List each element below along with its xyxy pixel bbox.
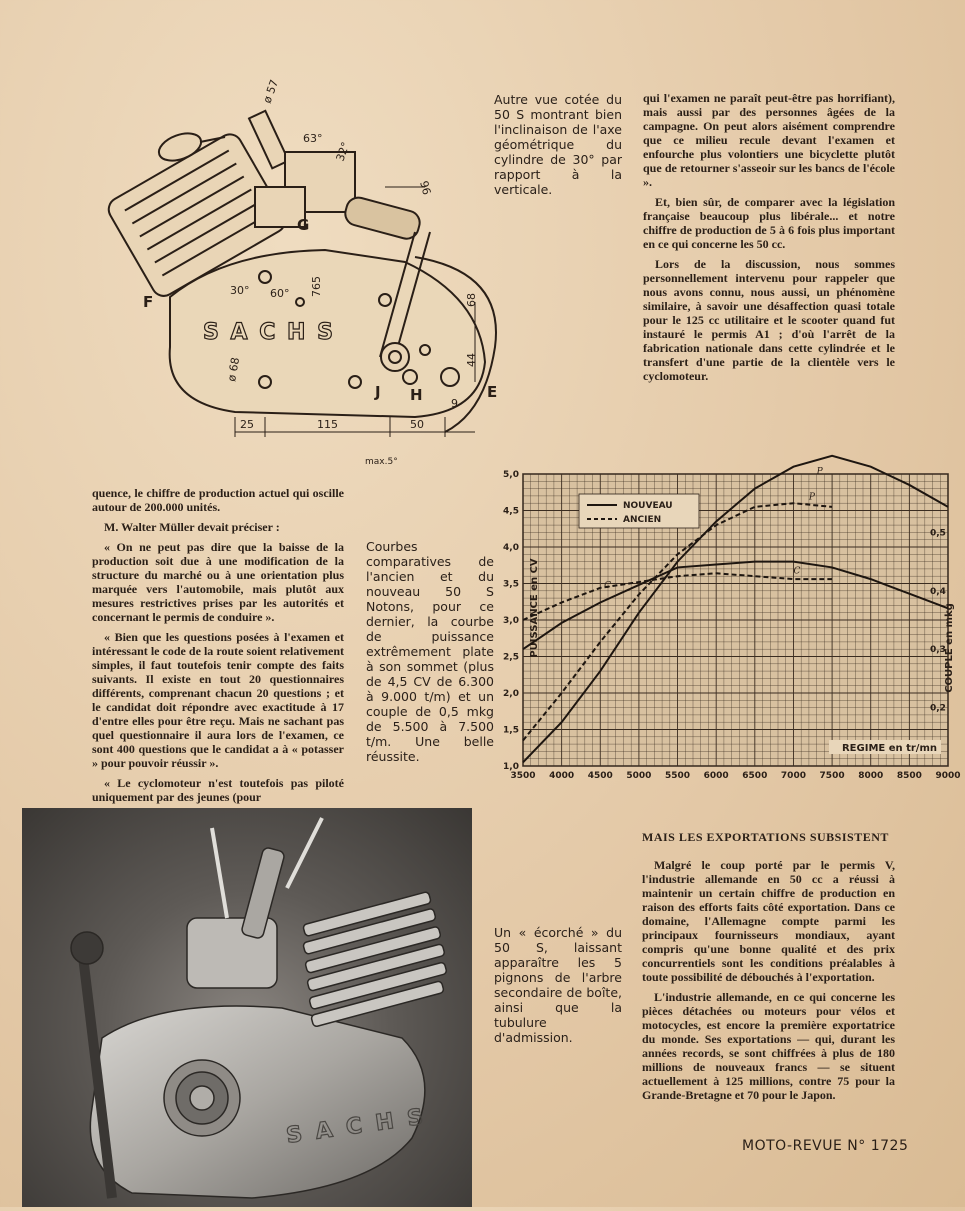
y-left-tick-label: 1,0 (503, 762, 519, 772)
label-g: G (297, 216, 310, 234)
x-tick-label: 7000 (780, 771, 806, 781)
x-tick-label: 5500 (665, 771, 691, 781)
label-e: E (487, 383, 498, 401)
dim-label: 25 (240, 418, 254, 431)
x-tick-label: 8000 (858, 771, 884, 781)
column-left-mid (92, 486, 344, 810)
y-left-tick-label: 1,5 (503, 725, 519, 736)
legend-label-nouveau: NOUVEAU (623, 501, 673, 511)
y-left-tick-label: 4,5 (503, 506, 519, 517)
engine-drawing (85, 77, 505, 472)
engine-drawing-svg (85, 77, 505, 472)
caption-photo (494, 925, 622, 1045)
dim-label: 63° (303, 132, 323, 145)
y-left-axis-label: PUISSANCE en CV (529, 558, 540, 658)
engine-photo (22, 808, 472, 1207)
x-tick-label: 5000 (626, 771, 652, 781)
footer-text: MOTO-REVUE N° 1725 (742, 1138, 909, 1154)
x-tick-label: 8500 (896, 771, 922, 781)
x-tick-label: 6000 (703, 771, 729, 781)
caption-chart-text: Courbes comparatives de l'ancien et du nouveau 50 S Notons, pour ce dernier, la courbe de puissance extrêmement plate à son sommet (plus de 4,5 CV de 6.300 à 9.000 t/m) et un couple de 0,5 mkg de 5.500 à 7.500 t/m. Une belle réussite. (366, 539, 494, 764)
paragraph: L'industrie allemande, en ce qui concerne les pièces détachées ou moteurs pour vélos et motocycles, est encore la première exportatrice du monde. Ses exportations — qui, durant les années records, se sont chiffrées à plus de 180 millions de nouveaux francs — se situent actuellement à 125 millions, contre 75 pour la Grande-Bretagne et 70 pour le Japon. (642, 990, 895, 1102)
dim-label: 765 (310, 276, 323, 297)
dim-label: 60° (270, 287, 290, 300)
sachs-logo-photo: S A C H S (284, 1104, 428, 1149)
caption-top (494, 92, 622, 197)
y-right-tick-label: 0,4 (930, 586, 946, 597)
paragraph: « On ne peut pas dire que la baisse de la production soit due à une modification de la structure du marché ou à une orientation plus marquée vers l'automobile, mais plutôt aux mesures restrictives prises par les autorités et concernant le permis de conduire ». (92, 540, 344, 624)
dim-label: 115 (317, 418, 338, 431)
dim-label: max.5° (365, 457, 398, 467)
x-tick-label: 9000 (935, 771, 961, 781)
y-left-tick-label: 3,0 (503, 616, 519, 626)
performance-chart-svg (497, 468, 960, 796)
dim-label: 32° (333, 140, 353, 164)
paragraph: « Le cyclomoteur n'est toutefois pas piloté uniquement par des jeunes (pour (92, 776, 344, 804)
y-left-tick-label: 4,0 (503, 543, 519, 553)
paragraph: qui l'examen ne paraît peut-être pas horrifiant), mais aussi par des personnes âgées de la campagne. On peut alors aisément comprendre que ce milieu recule devant l'examen et enfourche plus volontiers une bicyclette plutôt que de retourner s'asseoir sur les bancs de l'école ». (643, 91, 895, 189)
x-axis-label: REGIME en tr/mn (841, 743, 937, 754)
label-h: H (410, 386, 423, 404)
x-tick-label: 4500 (587, 771, 613, 781)
curve-letter: P (808, 492, 815, 503)
y-left-tick-label: 5,0 (503, 470, 519, 480)
legend-label-ancien: ANCIEN (623, 515, 662, 525)
dim-label: 50 (410, 418, 424, 431)
dim-label: 30° (230, 284, 250, 297)
x-tick-label: 7500 (819, 771, 845, 781)
dim-label: 9 (451, 397, 458, 410)
y-left-tick-label: 2,0 (503, 689, 519, 699)
paragraph: M. Walter Müller devait préciser : (104, 520, 280, 534)
x-tick-label: 4000 (549, 771, 575, 781)
y-right-tick-label: 0,3 (930, 645, 946, 656)
sachs-logo: S A C H S (203, 320, 335, 345)
caption-photo-text: Un « écorché » du 50 S, laissant apparaître les 5 pignons de l'arbre secondaire de boîte, ainsi que la tubulure d'admission. (494, 925, 622, 1045)
caption-chart (366, 539, 494, 764)
y-left-tick-label: 3,5 (503, 579, 519, 590)
paragraph: « Bien que les questions posées à l'examen et intéressant le code de la route soient relativement simples, il faut toutefois tenir compte des faits suivants. Il existe en tout 20 questionnaires différents, comprenant chacun 20 questions ; et le candidat doit répondre avec exactitude à 17 d'entre elles pour être reçu. Mais ne sachant pas quel questionnaire il aura lors de l'examen, ce sont 400 questions que le candidat a à « potasser » pour pouvoir réussir ». (92, 630, 344, 770)
dim-label: 96 (417, 179, 434, 197)
x-tick-label: 3500 (510, 771, 536, 781)
y-right-tick-label: 0,2 (930, 703, 946, 714)
paragraph: Malgré le coup porté par le permis V, l'industrie allemande en 50 cc a réussi à maintenir un certain chiffre de production en raison des efforts faits côté exportation. Dans ce domaine, l'Allemagne compte parmi les principaux fournisseurs mondiaux, ayant compris qu'une bonne qualité et des prix concurrentiels sont les conditions préalables à toute possibilité de débouchés à l'exportation. (642, 858, 895, 984)
performance-chart (497, 468, 960, 796)
column-right-bottom (642, 830, 895, 1108)
dim-label: ø 57 (260, 77, 282, 106)
y-left-tick-label: 2,5 (503, 652, 519, 663)
paragraph: Lors de la discussion, nous sommes personnellement intervenu pour rappeler que nous avons connu, nous aussi, un phénomène similaire, à savoir une désaffection quasi totale pour le 125 cc utilitaire et le scooter quand fut instauré le permis A1 ; d'où l'arrêt de la fabrication nationale dans cette cylindrée et le transfert d'une partie de la clientèle vers le cyclomoteur. (643, 257, 895, 383)
y-right-tick-label: 0,5 (930, 528, 946, 539)
dim-label: 68 (465, 293, 478, 307)
paragraph: Et, bien sûr, de comparer avec la législation française beaucoup plus libérale... et notre chiffre de production de 5 à 6 fois plus important en ce qui concerne les 50 cc. (643, 195, 895, 251)
dim-label: 44 (465, 353, 478, 367)
curve-letter: C (793, 566, 801, 577)
caption-top-text: Autre vue cotée du 50 S montrant bien l'inclinaison de l'axe géométrique du cylindre de 30° par rapport à la verticale. (494, 92, 622, 197)
page-footer (742, 1138, 908, 1154)
paragraph: quence, le chiffre de production actuel qui oscille autour de 200.000 unités. (92, 486, 344, 514)
dim-label: ø 68 (225, 356, 243, 383)
x-tick-label: 6500 (742, 771, 768, 781)
label-j: J (375, 383, 381, 401)
section-heading: MAIS LES EXPORTATIONS SUBSISTENT (642, 830, 889, 844)
engine-photo-svg (22, 808, 472, 1207)
curve-letter: P (816, 467, 823, 477)
curve-letter: C (604, 580, 612, 591)
column-right-top (643, 91, 895, 389)
y-right-axis-label: COUPLE en mkg (944, 603, 955, 693)
label-f: F (143, 293, 154, 311)
